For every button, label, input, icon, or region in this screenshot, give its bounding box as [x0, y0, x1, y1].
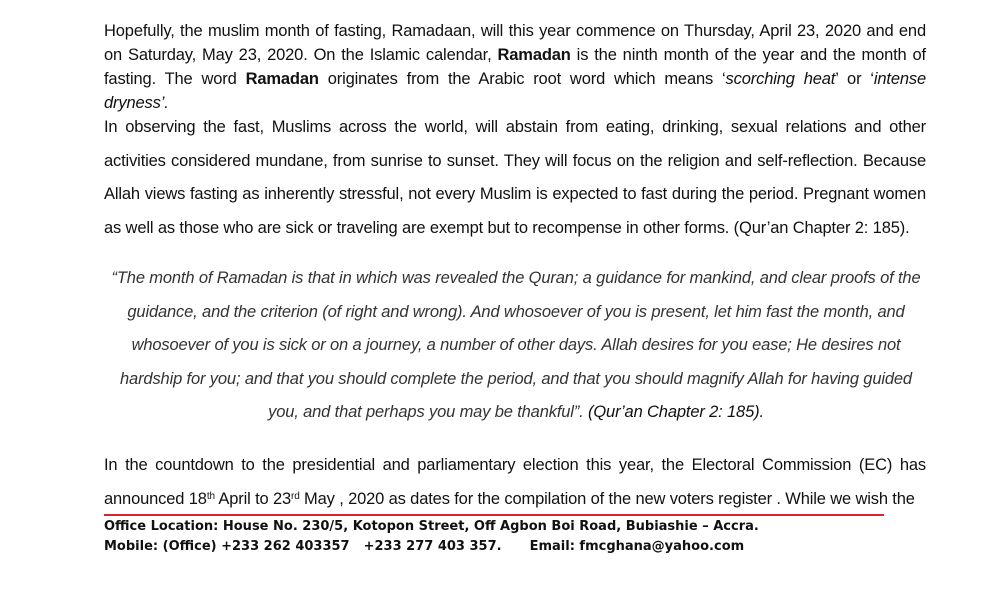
office-location: Office Location: House No. 230/5, Kotopon Street, Off Agbon Boi Road, Bubiashie – Accra. — [104, 519, 759, 534]
ramadan-term-2: Ramadan — [245, 70, 319, 88]
ordinal-rd: rd — [291, 490, 300, 502]
intro-text-3: originates from the Arabic root word which means ‘ — [318, 70, 726, 88]
election-text-1: In the countdown to the presidential and parliamentary election this year, the Electoral Commission (EC) has announced 18 — [104, 456, 926, 508]
election-text-2: April to 23 — [214, 489, 292, 508]
election-paragraph — [104, 449, 926, 516]
mobile-office: Mobile: (Office) +233 262 403357 — [104, 539, 350, 554]
ramadan-term-1: Ramadan — [497, 46, 571, 64]
ordinal-th: th — [206, 490, 215, 502]
email-link[interactable]: Email: fmcghana@yahoo.com — [529, 539, 745, 554]
meaning-intense-dryness: intense dryness’. — [104, 70, 926, 112]
election-text-3: May , 2020 as dates for the compilation of the new voters register . While we wish the — [299, 489, 915, 508]
footer-divider — [104, 514, 884, 516]
footer — [104, 517, 904, 557]
intro-text-4: ’ or ‘ — [835, 70, 874, 88]
quote-reference: (Qur’an Chapter 2: 185). — [588, 403, 764, 421]
meaning-scorching-heat: scorching heat — [725, 70, 836, 88]
intro-paragraph — [104, 19, 926, 115]
contact-row — [104, 537, 904, 557]
quote-text: “The month of Ramadan is that in which was revealed the Quran; a guidance for mankind, and clear proofs of the guidance, and the criterion (of right and wrong). And whosoever of you is present, let him fast the month, and whosoever of you is sick or on a journey, a number of other days. Allah desires for you ease; He desires not hardship for you; and that you should complete the period, and that you should magnify Allah for having guided you, and that perhaps you may be thankful”. — [111, 269, 921, 421]
intro-text-2: is the ninth month of the year and the month of fasting. The word — [104, 46, 926, 88]
fasting-paragraph: In observing the fast, Muslims across the world, will abstain from eating, drinking, sexual relations and other activities considered mundane, from sunrise to sunset. They will focus on the religion and self-reflection. Because Allah views fasting as inherently stressful, not every Muslim is expected to fast during the period. Pregnant women as well as those who are sick or traveling are exempt but to recompense in other forms. (Qur’an Chapter 2: 185). — [104, 118, 926, 237]
quran-quote — [110, 262, 922, 430]
intro-text-1: Hopefully, the muslim month of fasting, Ramadaan, will this year commence on Thursday, April 23, 2020 and end on Saturday, May 23, 2020. On the Islamic calendar, — [104, 22, 926, 64]
mobile-second: +233 277 403 357. — [363, 539, 502, 554]
